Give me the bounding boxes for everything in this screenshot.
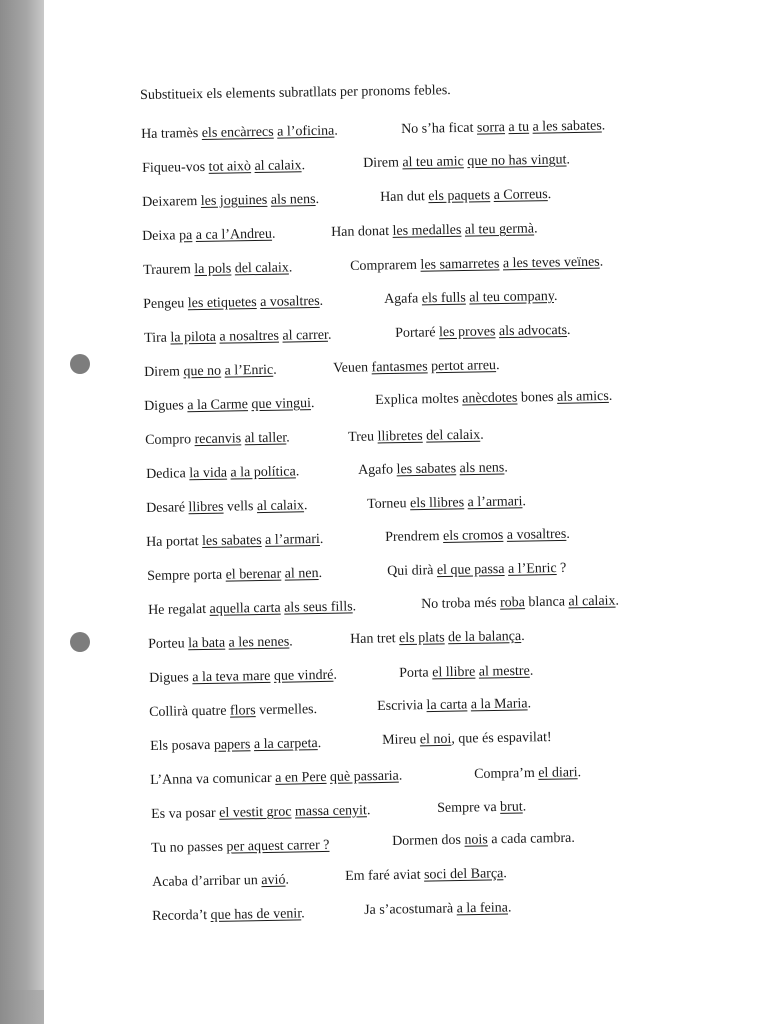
underlined-element: al taller bbox=[244, 430, 287, 447]
exercise-left-13 bbox=[146, 532, 324, 551]
sentence-text: . bbox=[285, 872, 290, 888]
exercise-right-8 bbox=[333, 358, 500, 377]
underlined-element: els llibres bbox=[409, 495, 465, 512]
exercise-right-22 bbox=[392, 831, 575, 850]
sentence-text: Agafo bbox=[358, 462, 397, 478]
underlined-element: del calaix bbox=[426, 427, 481, 444]
exercise-left-3 bbox=[142, 192, 319, 211]
exercise-left-23 bbox=[152, 873, 289, 891]
underlined-element: a l’Enric bbox=[507, 561, 557, 577]
sentence-text: . bbox=[566, 322, 571, 338]
exercise-right-13 bbox=[385, 527, 570, 546]
sentence-text: . bbox=[507, 900, 512, 916]
underlined-element: sorra bbox=[476, 120, 506, 136]
exercise-left-2 bbox=[142, 158, 305, 177]
exercise-instruction: Substitueix els elements subratllats per pronoms febles. bbox=[140, 83, 451, 103]
underlined-element: a les nenes bbox=[228, 634, 290, 651]
sentence-text: Compro bbox=[145, 432, 195, 448]
sentence-text: Porteu bbox=[148, 636, 189, 652]
exercise-right-12 bbox=[367, 494, 526, 513]
sentence-text: . bbox=[317, 736, 322, 752]
sentence-text: Digues bbox=[144, 398, 188, 414]
exercise-right-17 bbox=[399, 664, 533, 682]
sentence-text: Ja s’acostumarà bbox=[364, 901, 457, 918]
sentence-text: Digues bbox=[149, 670, 193, 686]
exercise-left-22 bbox=[151, 838, 330, 857]
sentence-text: . bbox=[522, 494, 527, 510]
sentence-text: Ha portat bbox=[146, 534, 203, 550]
exercise-left-6 bbox=[143, 294, 323, 313]
underlined-element: massa cenyit bbox=[294, 803, 368, 820]
sentence-text: Tu no passes bbox=[151, 839, 227, 856]
sentence-text: Dormen dos bbox=[392, 832, 465, 849]
underlined-element: a tu bbox=[508, 119, 530, 136]
sentence-text: Direm bbox=[363, 155, 403, 171]
sentence-text: . bbox=[310, 396, 315, 412]
underlined-element: el vestit groc bbox=[219, 804, 292, 821]
exercise-left-20 bbox=[150, 769, 402, 789]
sentence-text: . bbox=[319, 531, 324, 547]
underlined-element: a la carpeta bbox=[253, 736, 318, 753]
exercise-right-19 bbox=[382, 730, 552, 749]
underlined-element: als nens bbox=[270, 191, 316, 208]
exercise-right-2 bbox=[363, 152, 570, 172]
sentence-text: . bbox=[504, 460, 508, 476]
sentence-text: Tira bbox=[144, 330, 171, 346]
underlined-element: als amics bbox=[556, 388, 609, 405]
sentence-text: Recorda’t bbox=[152, 907, 211, 924]
underlined-element: el llibre bbox=[432, 664, 476, 681]
underlined-element: llibretes bbox=[377, 428, 423, 445]
exercise-right-7 bbox=[395, 323, 571, 342]
underlined-element: el noi bbox=[419, 731, 452, 748]
sentence-text: . bbox=[599, 254, 604, 270]
underlined-element: la pols bbox=[194, 261, 232, 278]
sentence-text: Han donat bbox=[331, 223, 393, 240]
sentence-text: . bbox=[566, 526, 570, 542]
underlined-element: roba bbox=[499, 595, 526, 611]
sentence-text: Els posava bbox=[150, 737, 215, 754]
underlined-element: nois bbox=[464, 832, 488, 848]
exercise-right-18 bbox=[377, 696, 531, 715]
exercise-left-17 bbox=[149, 668, 337, 687]
underlined-element: les joguines bbox=[200, 192, 268, 209]
sentence-text: . bbox=[566, 152, 571, 168]
sentence-text: . bbox=[318, 565, 323, 582]
sentence-text: No troba més bbox=[421, 595, 501, 612]
exercise-right-1 bbox=[401, 118, 605, 138]
sentence-text: . bbox=[295, 464, 300, 480]
exercise-right-20 bbox=[474, 765, 581, 783]
sentence-text: Es va posar bbox=[151, 805, 220, 822]
sentence-text: , que és espavilat! bbox=[451, 730, 552, 747]
underlined-element: flors bbox=[229, 703, 256, 719]
underlined-element: que has de venir bbox=[210, 906, 302, 923]
underlined-element: de la balança bbox=[447, 629, 522, 646]
sentence-text: . bbox=[608, 388, 613, 404]
sentence-text: . bbox=[366, 803, 371, 819]
sentence-text: Comprarem bbox=[350, 257, 421, 274]
underlined-element: la pilota bbox=[170, 329, 217, 346]
sentence-text: . bbox=[529, 663, 534, 679]
sentence-text: Veuen bbox=[333, 360, 372, 376]
underlined-element: la carta bbox=[426, 697, 468, 714]
sentence-text: . bbox=[301, 158, 306, 174]
sentence-text: vells bbox=[223, 499, 258, 515]
underlined-element: soci del Barça bbox=[423, 866, 504, 883]
underlined-element: els plats bbox=[398, 630, 445, 647]
sentence-text: Agafa bbox=[384, 291, 422, 307]
sentence-text: . bbox=[286, 430, 290, 446]
sentence-text: He regalat bbox=[148, 601, 210, 618]
sentence-text: Desaré bbox=[146, 500, 189, 516]
sentence-text: . bbox=[495, 358, 500, 374]
sentence-text: L’Anna va comunicar bbox=[150, 770, 276, 788]
underlined-element: al carrer bbox=[282, 327, 329, 344]
underlined-element: a la Carme bbox=[187, 397, 249, 414]
sentence-text: Dedica bbox=[146, 466, 190, 482]
underlined-element: a la Maria bbox=[470, 696, 528, 713]
sentence-text: Explica moltes bbox=[375, 391, 463, 408]
sentence-text: . bbox=[334, 123, 338, 139]
underlined-element: la vida bbox=[189, 465, 228, 482]
underlined-element: al calaix bbox=[254, 158, 302, 175]
sentence-text: . bbox=[553, 288, 558, 305]
underlined-element: el berenar bbox=[225, 566, 282, 583]
underlined-element: a la política bbox=[230, 464, 296, 481]
underlined-element: a vosaltres bbox=[260, 293, 320, 310]
sentence-text: . bbox=[327, 327, 332, 343]
sentence-text: Pengeu bbox=[143, 296, 188, 312]
underlined-element: a la feina bbox=[456, 900, 509, 917]
underlined-element: a ca l’Andreu bbox=[195, 226, 273, 244]
underlined-element: papers bbox=[213, 737, 251, 753]
sentence-text: a cada cambra. bbox=[487, 830, 575, 848]
sentence-text: . bbox=[301, 906, 305, 922]
exercise-right-23 bbox=[345, 866, 507, 885]
sentence-text: . bbox=[615, 593, 620, 609]
underlined-element: les sabates bbox=[201, 532, 262, 550]
sentence-text: Deixa bbox=[142, 228, 180, 244]
underlined-element: què passaria bbox=[329, 768, 399, 785]
sentence-text: . bbox=[577, 765, 582, 781]
sentence-text: Traurem bbox=[143, 262, 195, 278]
sentence-text: Em faré aviat bbox=[345, 867, 425, 884]
sentence-text: ? bbox=[556, 560, 567, 577]
sentence-text: Fiqueu-vos bbox=[142, 159, 209, 176]
sentence-text: Sempre va bbox=[437, 799, 501, 816]
sentence-text: . bbox=[333, 667, 338, 683]
sentence-text: . bbox=[521, 628, 525, 645]
underlined-element: que vindré bbox=[273, 667, 334, 684]
underlined-element: els paquets bbox=[428, 188, 491, 205]
underlined-element: brut bbox=[499, 799, 523, 815]
underlined-element: al nen bbox=[284, 566, 319, 582]
underlined-element: a les teves veïnes bbox=[502, 254, 600, 272]
exercise-left-24 bbox=[152, 906, 305, 925]
underlined-element: recanvis bbox=[194, 431, 242, 448]
sentence-text: Portaré bbox=[395, 325, 440, 341]
sentence-text: Mireu bbox=[382, 732, 420, 748]
exercise-right-16 bbox=[350, 629, 525, 648]
underlined-element: a l’Enric bbox=[224, 362, 274, 379]
underlined-element: a l’armari bbox=[467, 494, 523, 511]
underlined-element: a en Pere bbox=[275, 769, 327, 786]
sentence-text: . bbox=[533, 221, 538, 237]
underlined-element: al calaix bbox=[256, 498, 305, 515]
exercise-right-21 bbox=[437, 799, 526, 817]
sentence-text: Porta bbox=[399, 665, 433, 681]
sentence-text: Han tret bbox=[350, 631, 400, 647]
underlined-element: les medalles bbox=[392, 222, 462, 239]
exercise-left-12 bbox=[146, 498, 308, 517]
sentence-text: Direm bbox=[144, 364, 184, 380]
sentence-text: blanca bbox=[524, 594, 569, 611]
exercise-left-14 bbox=[147, 566, 322, 585]
underlined-element: a Correus bbox=[493, 187, 548, 204]
sentence-text: . bbox=[503, 866, 507, 882]
underlined-element: les samarretes bbox=[420, 256, 500, 273]
exercise-left-15 bbox=[148, 599, 356, 619]
exercise-left-18 bbox=[149, 702, 317, 721]
underlined-element: els cromos bbox=[442, 527, 504, 544]
underlined-element: a nosaltres bbox=[219, 328, 280, 345]
sentence-text: No s’ha ficat bbox=[401, 120, 478, 137]
underlined-element: a les sabates bbox=[532, 118, 602, 135]
underlined-element: del calaix bbox=[234, 260, 289, 277]
sentence-text: Sempre porta bbox=[147, 567, 226, 584]
exercise-left-19 bbox=[150, 736, 321, 755]
sentence-text: vermelles. bbox=[255, 702, 318, 719]
exercise-left-1 bbox=[141, 124, 338, 143]
exercise-left-16 bbox=[148, 634, 293, 653]
underlined-element: a l’oficina bbox=[277, 123, 335, 140]
underlined-element: al mestre bbox=[478, 663, 530, 680]
sentence-text: . bbox=[289, 634, 293, 650]
exercise-left-8 bbox=[144, 363, 277, 381]
underlined-element: al teu germà bbox=[464, 221, 535, 238]
underlined-element: anècdotes bbox=[462, 390, 518, 407]
sentence-text: . bbox=[547, 187, 552, 203]
underlined-element: que no has vingut bbox=[467, 152, 567, 170]
exercise-left-9 bbox=[144, 396, 315, 415]
underlined-element: pa bbox=[178, 228, 193, 244]
underlined-element: que no bbox=[183, 363, 222, 380]
underlined-element: el diari bbox=[538, 765, 578, 781]
sentence-text: Deixarem bbox=[142, 193, 201, 210]
exercise-right-9 bbox=[375, 389, 612, 409]
sentence-text: . bbox=[352, 599, 357, 615]
sentence-text: Torneu bbox=[367, 496, 411, 512]
underlined-element: les proves bbox=[438, 324, 496, 341]
underlined-element: als advocats bbox=[498, 323, 568, 340]
underlined-element: la bata bbox=[188, 635, 226, 652]
underlined-element: aquella carta bbox=[209, 600, 281, 617]
sentence-text: . bbox=[319, 293, 324, 309]
underlined-element: els encàrrecs bbox=[201, 124, 274, 141]
exercise-left-10 bbox=[145, 430, 290, 449]
underlined-element: llibres bbox=[188, 499, 224, 516]
exercise-right-6 bbox=[384, 289, 558, 308]
sentence-text: . bbox=[480, 427, 484, 443]
underlined-element: per aquest carrer ? bbox=[226, 837, 330, 855]
exercise-right-3 bbox=[380, 187, 551, 206]
sentence-text: bones bbox=[517, 389, 558, 406]
exercise-right-24 bbox=[364, 900, 512, 919]
underlined-element: als seus fills bbox=[284, 599, 353, 616]
sentence-text: Ha tramès bbox=[141, 125, 202, 142]
underlined-element: a la teva mare bbox=[192, 668, 271, 686]
sentence-text: . bbox=[271, 226, 276, 242]
exercise-right-15 bbox=[421, 594, 619, 613]
sentence-text: Han dut bbox=[380, 189, 429, 205]
underlined-element: als nens bbox=[459, 460, 505, 477]
underlined-element: a l’armari bbox=[264, 531, 321, 548]
sentence-text: Escrivia bbox=[377, 698, 427, 714]
sentence-text: Acaba d’arribar un bbox=[152, 873, 262, 890]
sentence-text: . bbox=[303, 498, 308, 514]
exercise-left-4 bbox=[142, 227, 276, 245]
sentence-text: . bbox=[601, 118, 606, 134]
underlined-element: al teu company bbox=[469, 289, 555, 306]
sentence-text: . bbox=[527, 696, 532, 712]
underlined-element: que vingui bbox=[251, 396, 312, 413]
sentence-text: Collirà quatre bbox=[149, 703, 231, 720]
sentence-text: Compra’m bbox=[474, 765, 539, 782]
underlined-element: fantasmes bbox=[371, 359, 428, 376]
underlined-element: els fulls bbox=[421, 290, 466, 307]
exercise-left-5 bbox=[143, 260, 292, 279]
exercise-right-11 bbox=[358, 460, 508, 479]
underlined-element: a vosaltres bbox=[506, 526, 567, 543]
exercise-right-14 bbox=[387, 561, 566, 580]
sentence-text: Qui dirà bbox=[387, 563, 438, 579]
sentence-text: . bbox=[273, 362, 277, 378]
exercise-left-21 bbox=[151, 803, 371, 823]
sentence-text: Treu bbox=[348, 429, 378, 445]
exercise-right-10 bbox=[348, 428, 484, 446]
underlined-element: les sabates bbox=[396, 461, 457, 478]
exercise-left-11 bbox=[146, 464, 299, 483]
underlined-element: tot això bbox=[208, 159, 252, 175]
sentence-text: . bbox=[288, 260, 293, 276]
underlined-element: al calaix bbox=[568, 593, 616, 610]
underlined-element: al teu amic bbox=[402, 154, 464, 171]
sentence-text: . bbox=[522, 799, 527, 815]
underlined-element: avió bbox=[261, 872, 286, 889]
underlined-element: pertot arreu bbox=[430, 358, 497, 375]
sentence-text: . bbox=[315, 191, 320, 207]
underlined-element: el que passa bbox=[436, 561, 505, 579]
exercise-left-7 bbox=[144, 328, 332, 347]
sentence-text: . bbox=[398, 768, 403, 784]
sentence-text: Prendrem bbox=[385, 528, 444, 545]
exercise-right-4 bbox=[331, 221, 538, 241]
underlined-element: les etiquetes bbox=[187, 295, 257, 312]
exercise-right-5 bbox=[350, 255, 603, 275]
